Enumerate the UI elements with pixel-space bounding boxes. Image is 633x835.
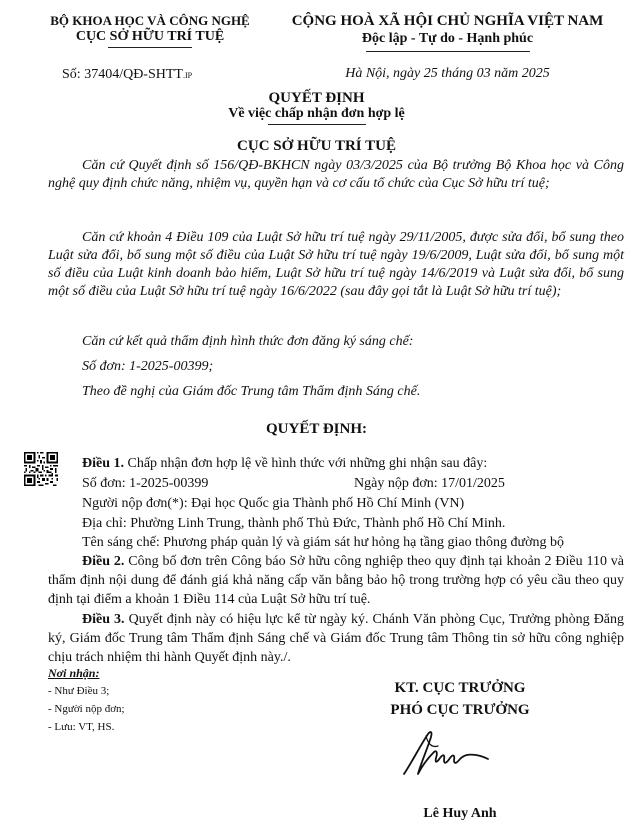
article-1-label: Điều 1.: [82, 456, 124, 471]
document-title: QUYẾT ĐỊNH: [268, 90, 365, 106]
agency-name: CỤC SỞ HỮU TRÍ TUỆ: [75, 29, 225, 44]
application-number: Số đơn: 1-2025-00399: [82, 476, 209, 491]
document-subject: Về việc chấp nhận đơn hợp lệ: [228, 106, 405, 121]
issuer-heading: CỤC SỞ HỮU TRÍ TUỆ: [237, 138, 396, 154]
motto-underline: [366, 51, 530, 52]
recipients-label: Nơi nhận:: [48, 666, 100, 680]
signer-name: Lê Huy Anh: [423, 806, 497, 821]
document-number: [62, 67, 192, 83]
article-3-label: Điều 3.: [82, 612, 125, 627]
doc-number-value: 37404/QĐ-SHTT: [84, 67, 183, 82]
qr-code-icon: [24, 452, 58, 486]
signature-title: PHÓ CỤC TRƯỞNG: [390, 702, 530, 718]
country-name: CỘNG HOÀ XÃ HỘI CHỦ NGHĨA VIỆT NAM: [291, 13, 604, 29]
doc-number-label: Số:: [62, 67, 81, 82]
applicant: Người nộp đơn(*): Đại học Quốc gia Thành phố Hồ Chí Minh (VN): [82, 496, 465, 511]
preamble-proposal: Theo đề nghị của Giám đốc Trung tâm Thẩm định Sáng chế.: [82, 384, 421, 399]
ministry-name: BỘ KHOA HỌC VÀ CÔNG NGHỆ: [50, 13, 250, 28]
preamble-basis-3: Căn cứ kết quả thẩm định hình thức đơn đăng ký sáng chế:: [82, 334, 414, 349]
place-date: Hà Nội, ngày 25 tháng 03 năm 2025: [345, 66, 550, 81]
article-3: [48, 610, 624, 667]
preamble-basis-2: Căn cứ khoản 4 Điều 109 của Luật Sở hữu trí tuệ ngày 29/11/2005, được sửa đổi, bổ sung theo Luật sửa đổi, bổ sung một số điều của Luật Sở hữu trí tuệ ngày 19/6/2009, Luật sửa đổi, bổ sung một số điều của Luật kinh doanh bảo hiểm, Luật Sở hữu trí tuệ ngày 14/6/2019 và Luật sửa đổi, bổ sung một số điều của Luật Sở hữu trí tuệ ngày 16/6/2022 (sau đây gọi tắt là Luật Sở hữu trí tuệ);: [48, 230, 624, 299]
article-3-text: Quyết định này có hiệu lực kể từ ngày ký. Chánh Văn phòng Cục, Trưởng phòng Đăng ký, Giám đốc Trung tâm Thẩm định Sáng chế và Giám đốc Trung tâm Thông tin sở hữu công nghiệp chịu trách nhiệm thi hành Quyết định này./.: [48, 612, 625, 665]
handwritten-signature: [398, 722, 490, 788]
doc-number-suffix: .IP: [182, 71, 193, 80]
applicant-address: Địa chỉ: Phường Linh Trung, thành phố Thủ Đức, Thành phố Hồ Chí Minh.: [82, 516, 506, 531]
subject-underline: [268, 124, 366, 125]
article-1-intro: [82, 456, 487, 472]
article-1-text: Chấp nhận đơn hợp lệ về hình thức với những ghi nhận sau đây:: [127, 456, 488, 471]
filing-date: Ngày nộp đơn: 17/01/2025: [354, 476, 505, 491]
recipient-item: - Người nộp đơn;: [48, 703, 125, 715]
invention-title: Tên sáng chế: Phương pháp quản lý và giám sát hư hỏng hạ tầng giao thông đường bộ: [82, 535, 564, 550]
national-motto: Độc lập - Tự do - Hạnh phúc: [361, 31, 534, 46]
preamble-application-number: Số đơn: 1-2025-00399;: [82, 359, 214, 374]
decision-heading: QUYẾT ĐỊNH:: [266, 421, 367, 437]
agency-underline: [108, 47, 192, 48]
recipient-item: - Như Điều 3;: [48, 685, 110, 697]
article-2-text: Công bố đơn trên Công báo Sở hữu công nghiệp theo quy định tại khoản 2 Điều 110 và thẩm định nội dung để đánh giá khả năng cấp văn bằng bảo hộ trong trường hợp có yêu cầu theo quy định tại điểm a khoản 1 Điều 114 của Luật Sở hữu trí tuệ.: [48, 554, 625, 607]
signature-authority: KT. CỤC TRƯỞNG: [394, 680, 526, 696]
article-2-label: Điều 2.: [82, 554, 125, 569]
article-2: [48, 552, 624, 609]
preamble-basis-1: Căn cứ Quyết định số 156/QĐ-BKHCN ngày 03/3/2025 của Bộ trưởng Bộ Khoa học và Công nghệ quy định chức năng, nhiệm vụ, quyền hạn và cơ cấu tổ chức của Cục Sở hữu trí tuệ;: [48, 158, 624, 191]
recipient-item: - Lưu: VT, HS.: [48, 721, 115, 733]
